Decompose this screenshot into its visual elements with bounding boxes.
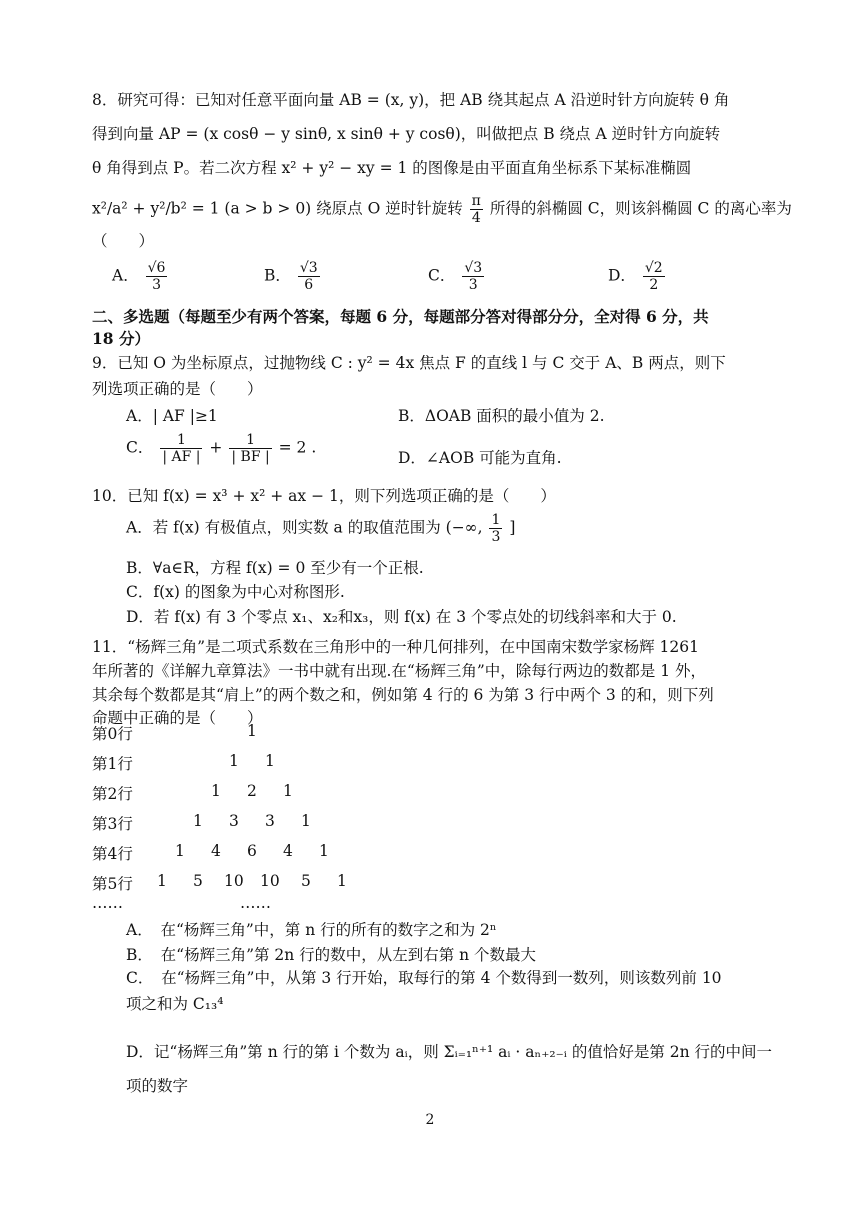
q8-option-c (428, 260, 486, 293)
row-label: 第4行 (92, 845, 133, 863)
q9-option-c (126, 432, 316, 465)
triangle-value: 3 (229, 812, 239, 830)
row-label: 第0行 (92, 725, 133, 743)
q9-option-c-frac2 (229, 432, 271, 465)
q9-frac2-num: 1 (229, 432, 271, 449)
q8-option-c-frac (462, 260, 484, 293)
q10-option-a-post: ] (509, 518, 516, 537)
triangle-value: 5 (301, 872, 311, 890)
triangle-value: 1 (283, 782, 293, 800)
triangle-value: 6 (247, 842, 257, 860)
row-label: 第5行 (92, 875, 133, 893)
triangle-value: 5 (193, 872, 203, 890)
q8-option-a-den: 3 (152, 277, 162, 293)
q10-frac-num: 1 (491, 512, 501, 528)
q8-paren: （ ） (92, 232, 155, 250)
q8-line3: θ 角得到点 P。若二次方程 x² + y² − xy = 1 的图像是由平面直角坐标系下某标准椭圆 (92, 159, 692, 177)
q8-option-d-frac (643, 260, 665, 293)
triangle-value: 10 (260, 872, 280, 890)
section2-title-line2: 18 分） (92, 329, 150, 348)
page-number: 2 (425, 1112, 435, 1128)
q8-option-b-label: B． (264, 266, 291, 285)
q8-option-a-label: A． (112, 266, 139, 285)
q8-option-d-label: D． (608, 266, 636, 285)
q10-option-a-pre: A．若 f(x) 有极值点，则实数 a 的取值范围为 (−∞, (126, 518, 483, 537)
q9-option-d: D．∠AOB 可能为直角. (398, 449, 562, 467)
q10-option-a (126, 512, 515, 545)
triangle-value: 4 (211, 842, 221, 860)
triangle-value: 1 (319, 842, 329, 860)
q8-line4-pre: x²/a² + y²/b² = 1 (a > b > 0) 绕原点 O 逆时针旋转 (92, 199, 463, 218)
row-label: 第3行 (92, 815, 133, 833)
q9-line2: 列选项正确的是（ ） (92, 380, 263, 398)
q10-frac-den: 3 (491, 529, 501, 545)
row-label: 第2行 (92, 785, 133, 803)
q11-option-d-line2: 项的数字 (126, 1077, 189, 1095)
q11-option-a: A． 在“杨辉三角”中，第 n 行的所有的数字之和为 2ⁿ (126, 921, 497, 939)
q8-option-d-den: 2 (649, 277, 659, 293)
q9-line1: 9．已知 O 为坐标原点，过抛物线 C : y² = 4x 焦点 F 的直线 l 与 C 交于 A、B 两点，则下 (92, 354, 726, 372)
q11-line4: 命题中正确的是（ ） (92, 709, 263, 727)
q11-line1: 11．“杨辉三角”是二项式系数在三角形中的一种几何排列，在中国南宋数学家杨辉 1261 (92, 638, 699, 656)
q11-option-d-line1: D．记“杨辉三角”第 n 行的第 i 个数为 aᵢ，则 Σᵢ₌₁ⁿ⁺¹ aᵢ · aₙ₊₂₋ᵢ 的值恰好是第 2n 行的中间一 (126, 1043, 773, 1061)
q8-option-c-label: C． (428, 266, 456, 285)
q8-option-d (608, 260, 667, 293)
q8-option-c-num: √3 (464, 260, 483, 276)
q11-line2: 年所著的《详解九章算法》一书中就有出现.在“杨辉三角”中，除每行两边的数都是 1 外， (92, 662, 706, 680)
q10-option-a-frac (489, 512, 502, 545)
q9-option-c-tail: = 2 . (278, 438, 317, 457)
q8-option-b-den: 6 (304, 277, 314, 293)
q11-option-b: B． 在“杨辉三角”第 2n 行的数中，从左到右第 n 个数最大 (126, 946, 537, 964)
q9-option-a: A．| AF |≥1 (126, 407, 218, 425)
q9-plus: + (209, 438, 223, 457)
q8-frac-num: π (471, 193, 481, 209)
q8-line2: 得到向量 AP = (x cosθ − y sinθ, x sinθ + y cosθ)，叫做把点 B 绕点 A 逆时针方向旋转 (92, 125, 721, 143)
q10-option-b: B．∀a∈R，方程 f(x) = 0 至少有一个正根. (126, 559, 424, 577)
yanghui-triangle (92, 722, 492, 892)
triangle-value: 10 (224, 872, 244, 890)
triangle-value: 1 (337, 872, 347, 890)
q10-option-c: C．f(x) 的图象为中心对称图形. (126, 583, 345, 601)
q8-line4 (92, 193, 792, 226)
section2-title-line1: 二、多选题（每题至少有两个答案，每题 6 分，每题部分答对得部分分，全对得 6 分，共 (92, 307, 709, 326)
triangle-dots-left: …… (92, 894, 123, 912)
q8-option-a-frac (146, 260, 168, 293)
triangle-value: 1 (211, 782, 221, 800)
triangle-value: 4 (283, 842, 293, 860)
q11-option-c-line1: C． 在“杨辉三角”中，从第 3 行开始，取每行的第 4 个数得到一数列，则该数列前 10 (126, 969, 722, 987)
q9-frac2-den: | BF | (231, 449, 270, 465)
q9-option-c-label: C． (126, 438, 154, 457)
triangle-dots-mid: …… (240, 894, 271, 912)
triangle-value: 1 (229, 752, 239, 770)
q9-frac1-num: 1 (160, 432, 202, 449)
q11-line3: 其余每个数都是其“肩上”的两个数之和，例如第 4 行的 6 为第 3 行中两个 3 的和，则下列 (92, 686, 714, 704)
triangle-value: 1 (157, 872, 167, 890)
q8-option-b (264, 260, 322, 293)
q9-option-c-frac1 (160, 432, 202, 465)
q8-option-a-num: √6 (147, 260, 166, 276)
q8-option-a (112, 260, 169, 293)
triangle-value: 3 (265, 812, 275, 830)
triangle-value: 1 (193, 812, 203, 830)
triangle-value: 1 (175, 842, 185, 860)
q10-line1: 10．已知 f(x) = x³ + x² + ax − 1，则下列选项正确的是（ ） (92, 487, 556, 505)
q8-rotation-fraction (470, 193, 483, 226)
q8-line4-post: 所得的斜椭圆 C，则该斜椭圆 C 的离心率为 (489, 199, 792, 218)
q8-option-b-num: √3 (299, 260, 318, 276)
triangle-value: 2 (247, 782, 257, 800)
q8-frac-den: 4 (471, 210, 481, 226)
q8-option-c-den: 3 (468, 277, 478, 293)
q8-line1: 8．研究可得：已知对任意平面向量 AB = (x, y)，把 AB 绕其起点 A 沿逆时针方向旋转 θ 角 (92, 91, 730, 109)
q8-option-b-frac (298, 260, 320, 293)
q8-option-d-num: √2 (644, 260, 663, 276)
q11-option-c-line2: 项之和为 C₁₃⁴ (126, 995, 224, 1013)
q9-frac1-den: | AF | (162, 449, 201, 465)
q10-option-d: D．若 f(x) 有 3 个零点 x₁、x₂和x₃，则 f(x) 在 3 个零点处的切线斜率和大于 0. (126, 608, 677, 626)
q9-option-b: B．ΔOAB 面积的最小值为 2. (398, 407, 605, 425)
row-label: 第1行 (92, 755, 133, 773)
triangle-value: 1 (247, 722, 257, 740)
triangle-value: 1 (301, 812, 311, 830)
triangle-value: 1 (265, 752, 275, 770)
